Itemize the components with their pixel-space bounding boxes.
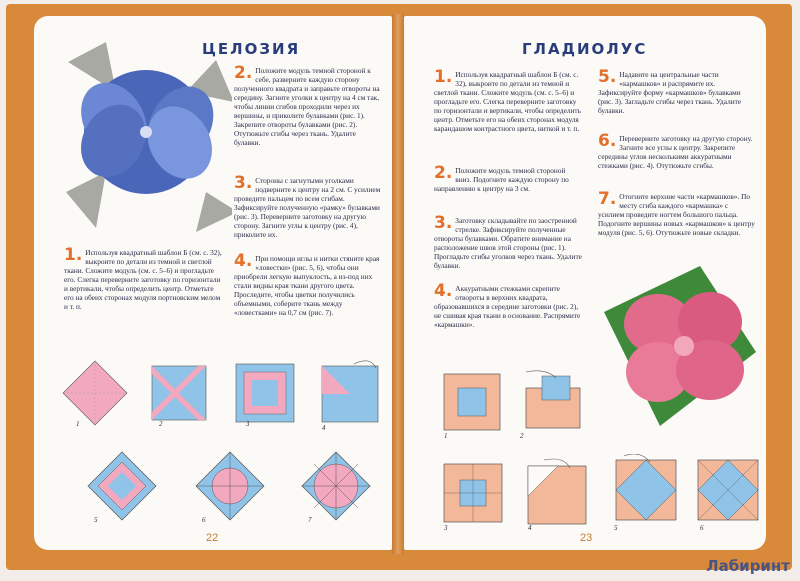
step-number: 2. — [234, 63, 253, 83]
diagram-fig-2-right — [516, 368, 588, 434]
page-title-right: ГЛАДИОЛУС — [522, 40, 648, 58]
diagram-fig-7 — [300, 450, 372, 522]
step-text: При помощи иглы и нитки стяните края «ловестки» (рис. 5, 6), чтобы они приобрели легкую выпуклость, а из-под них стали видны края ткани другого цвета. Проследите, чтобы цветки получились объемными, соберите ткань между «ловестками» на 0,7 см (рис. 7). — [234, 254, 380, 317]
step-1-right — [434, 67, 582, 133]
diagram-fig-3-right — [440, 460, 506, 526]
step-number: 4. — [434, 281, 453, 301]
page-title-left: ЦЕЛОЗИЯ — [202, 40, 301, 58]
book-cover-border — [6, 4, 792, 570]
step-2-right — [434, 163, 582, 193]
step-number: 4. — [234, 251, 253, 271]
diagram-fig-4-right — [524, 456, 590, 526]
fig-label: 4 — [528, 524, 532, 532]
step-number: 1. — [434, 67, 453, 87]
step-number: 3. — [434, 213, 453, 233]
book-gutter — [392, 14, 404, 554]
photo-gladiolus — [600, 262, 760, 430]
step-1-left — [64, 245, 224, 311]
step-text: Положите модуль темной стороной к себе, разверните каждую сторону полученного квадрата и заправьте отвороты на середину. Загните уголки к центру на 4 см так, чтобы линии сгибов проходили через их вершины, и приколите булавками (рис. 1). Закрепите отвороты булавками (рис. 2). Отутюжьте сгибы через ткань. Удалите булавки. — [234, 66, 380, 147]
step-number: 3. — [234, 173, 253, 193]
step-text: Используя квадратный шаблон Б (см. с. 32), выкроите по детали из темной и светлой ткани. Сложите модуль (см. с. 5–6) и прогладьте его. Слегка переверните заготовку по горизонтали и вертикали, чтобы определить центр. Отметьте его на обеих сторонах модуля портновским мелом и т. п. — [64, 248, 222, 311]
diagram-fig-5-right — [610, 454, 682, 526]
step-5-right — [598, 67, 756, 115]
page-left — [34, 16, 392, 550]
page-right — [404, 16, 766, 550]
fig-label: 6 — [202, 516, 206, 524]
step-4-left — [234, 251, 384, 317]
photo-celosia — [56, 32, 232, 240]
step-number: 6. — [598, 131, 617, 151]
step-text: Заготовку складывайте по заостренной стрелке. Зафиксируйте полученные отвороты булавками. Обратите внимание на расположение швов этой стороны (рис. 1). Прогладьте сгибы уголков через ткань. Удалите булавки. — [434, 216, 582, 270]
step-text: Аккуратными стежками скрепите отвороты в верхних квадрата, образовавшихся в середине заготовки (рис. 2), не сшивая края ткани в основание. Распрямите «кармашки». — [434, 284, 581, 329]
fig-label: 1 — [444, 432, 448, 440]
fig-label: 2 — [520, 432, 524, 440]
step-7-right — [598, 189, 756, 237]
step-2-left — [234, 63, 384, 147]
step-3-right — [434, 213, 582, 270]
step-number: 5. — [598, 67, 617, 87]
step-6-right — [598, 131, 756, 170]
step-number: 2. — [434, 163, 453, 183]
step-text: Стороны с загнутыми уголками подверните к центру на 2 см. С усилием проведите пальцем по всем сгибам. Зафиксируйте полученную «рамку» булавками (рис. 3). Переверните заготовку на другую сторону. Загните углы к центру (рис. 4), приколите их. — [234, 176, 381, 239]
step-text: Положите модуль темной стороной вниз. Подогните каждую сторону по направлению к центру на 3 см. — [434, 166, 569, 193]
step-text: Используя квадратный шаблон Б (см. с. 32), выкроите по детали из темной и светлой ткани. Сложите модуль (см. с. 5–6) и прогладьте его. Слегка переверните заготовку по горизонтали и вертикали, чтобы определить центр. Отметьте его на обеих сторонах модуля карандашом контрастного цвета, ниткой и т. п. — [434, 70, 581, 133]
fig-label: 2 — [159, 420, 163, 428]
fig-label: 6 — [700, 524, 704, 532]
diagram-fig-6 — [194, 450, 266, 522]
page-number-left: 22 — [206, 532, 219, 544]
step-text: Отогните верхние части «кармашков». По месту сгиба каждого «кармашка» с усилием проведите ногтем большого пальца. Подогните вершины новых «кармашков» к центру модуля (рис. 5, 6). Отутюжьте новые складки. — [598, 192, 755, 237]
step-3-left — [234, 173, 384, 239]
step-text: Переверните заготовку на другую сторону. Загните все углы к центру. Закрепите середины углов несколькими аккуратными стежками (рис. 4). Отутюжьте сгибы. — [598, 134, 753, 170]
diagram-fig-6-right — [692, 454, 764, 526]
step-4-right — [434, 281, 582, 329]
fig-label: 3 — [246, 420, 250, 428]
fig-label: 3 — [444, 524, 448, 532]
watermark-logo: Лабиринт — [706, 557, 790, 575]
fig-label: 4 — [322, 424, 326, 432]
step-text: Надавите на центральные части «кармашков» и распрямите их. Зафиксируйте форму «кармашков» булавками (рис. 3). Загладьте сгибы через ткань. Удалите булавки. — [598, 70, 742, 115]
fig-label: 7 — [308, 516, 312, 524]
diagram-fig-3 — [230, 358, 300, 428]
diagram-fig-1 — [60, 358, 130, 428]
fig-label: 5 — [614, 524, 618, 532]
diagram-fig-1-right — [440, 370, 504, 434]
diagram-fig-5 — [86, 450, 158, 522]
step-number: 1. — [64, 245, 83, 265]
step-number: 7. — [598, 189, 617, 209]
fig-label: 5 — [94, 516, 98, 524]
diagram-fig-4 — [314, 354, 386, 426]
diagram-fig-2 — [144, 358, 214, 428]
fig-label: 1 — [76, 420, 80, 428]
page-number-right: 23 — [580, 532, 593, 544]
